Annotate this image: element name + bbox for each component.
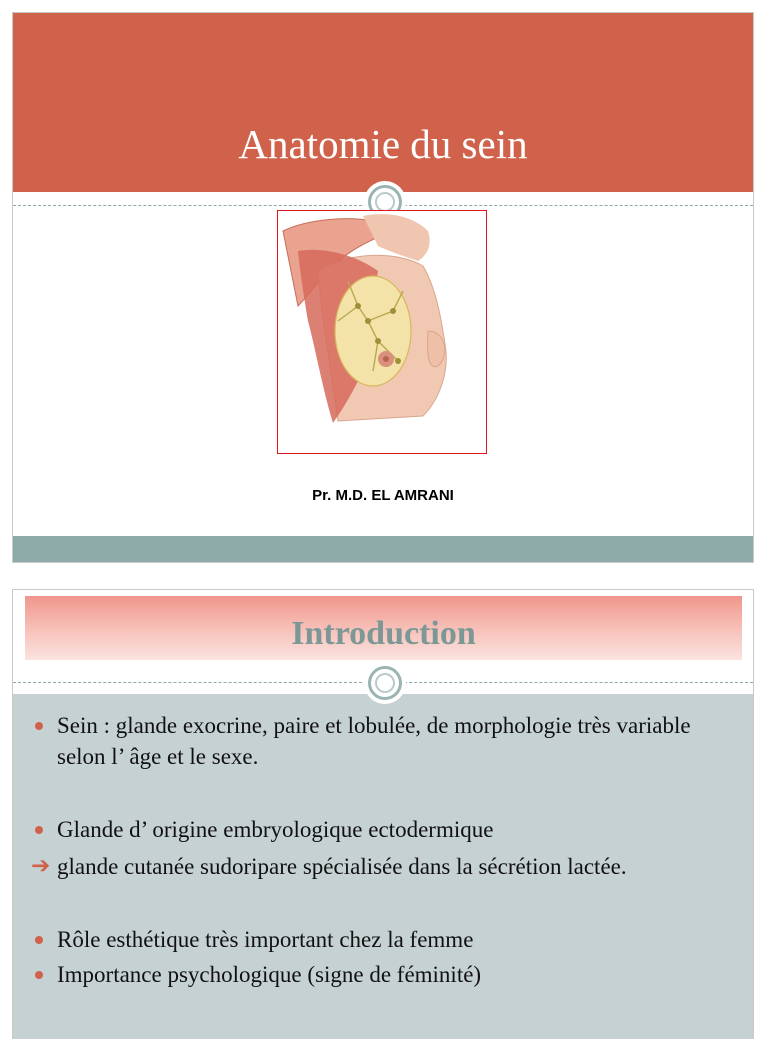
intro-title: Introduction: [291, 615, 476, 652]
introduction-slide: [12, 589, 754, 1039]
list-item: Rôle esthétique très important chez la femme: [31, 924, 741, 955]
list-item: Importance psychologique (signe de féminité): [31, 959, 741, 990]
list-item: ➔ glande cutanée sudoripare spécialisée dans la sécrétion lactée.: [31, 851, 741, 882]
list-item: Glande d’ origine embryologique ectodermique: [31, 814, 741, 845]
intro-title-band: [25, 596, 742, 660]
anatomy-figure: [277, 210, 487, 454]
bullet-list: [31, 710, 741, 990]
bullet-dot-icon: [35, 971, 43, 979]
title-slide: [12, 12, 754, 563]
author-name: Pr. M.D. EL AMRANI: [312, 487, 454, 504]
ring-ornament-icon: [368, 666, 402, 700]
bullet-dot-icon: [35, 826, 43, 834]
arrow-right-icon: ➔: [31, 853, 51, 879]
list-item: Sein : glande exocrine, paire et lobulée, de morphologie très variable selon l’ âge et le sexe.: [31, 710, 741, 772]
bullet-dot-icon: [35, 722, 43, 730]
slide-title: Anatomie du sein: [238, 121, 528, 167]
breast-anatomy-illustration-icon: [278, 211, 486, 453]
bottom-band: [13, 536, 753, 562]
bullet-dot-icon: [35, 936, 43, 944]
